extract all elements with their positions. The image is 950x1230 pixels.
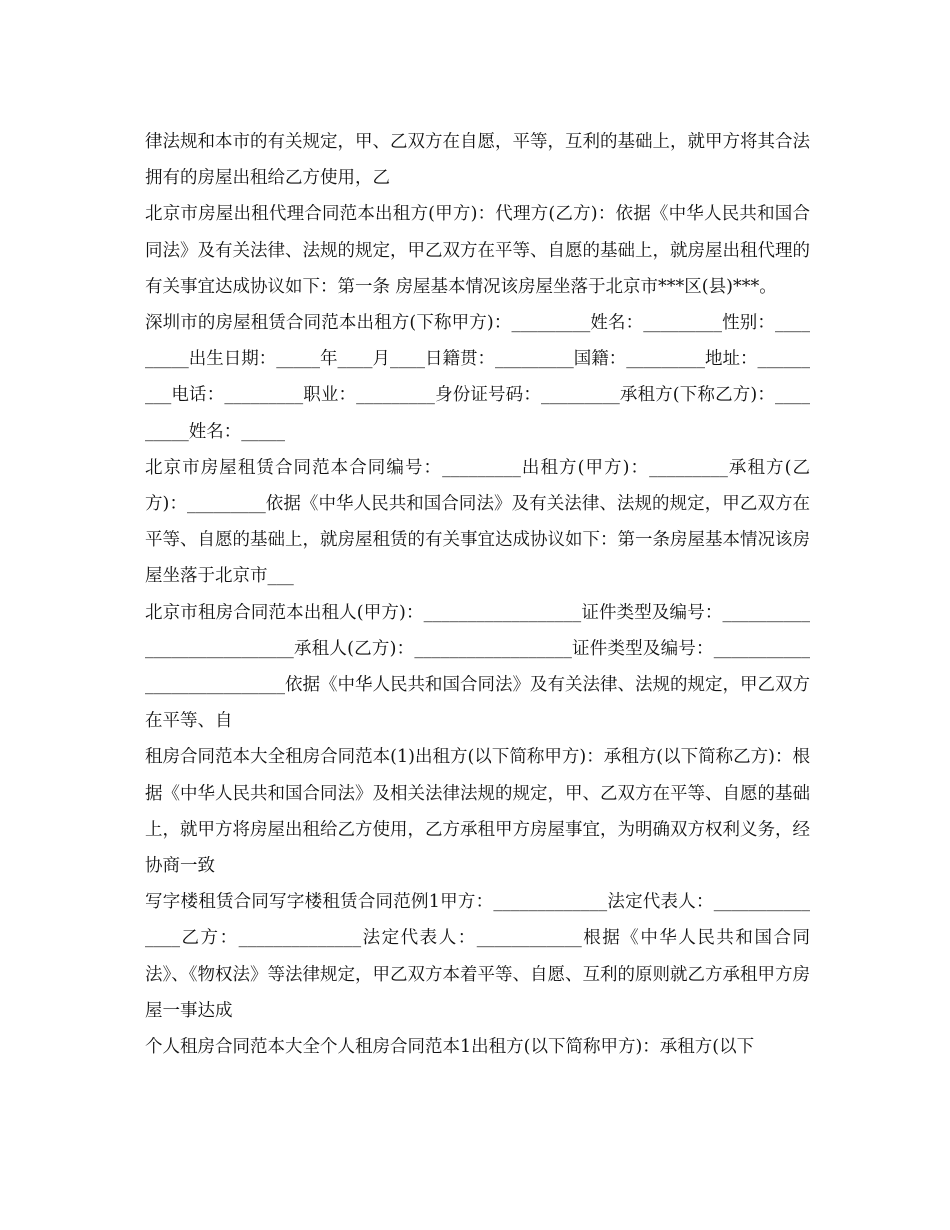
paragraph-beijing-rental-agency-contract: 北京市房屋出租代理合同范本出租方(甲方)：代理方(乙方)：依据《中华人民共和国合同法》及有关法律、法规的规定，甲乙双方在平等、自愿的基础上，就房屋出租代理的有关事宜达成协议如下：第一条 房屋基本情况该房屋坐落于北京市***区(县)***。 (145, 204, 810, 297)
paragraph-rental-regulation-fragment: 律法规和本市的有关规定，甲、乙双方在自愿，平等，互利的基础上，就甲方将其合法拥有的房屋出租给乙方使用，乙 (145, 132, 810, 189)
paragraph-shenzhen-lease-contract: 深圳市的房屋租赁合同范本出租方(下称甲方)：_________姓名：_________性别：_________出生日期：_____年____月____日籍贯：_________国籍：_________地址：_________电话：_________职业：_________身份证号码：_________承租方(下称乙方)：_________姓名：_____ (145, 313, 810, 442)
paragraph-beijing-lease-contract: 北京市房屋租赁合同范本合同编号：_________出租方(甲方)：_________承租方(乙方)：_________依据《中华人民共和国合同法》及有关法律、法规的规定，甲乙双方在平等、自愿的基础上，就房屋租赁的有关事宜达成协议如下：第一条房屋基本情况该房屋坐落于北京市___ (145, 457, 810, 587)
paragraph-personal-rent-contract: 个人租房合同范本大全个人租房合同范本1出租方(以下简称甲方)：承租方(以下 (145, 1037, 755, 1058)
paragraph-beijing-rent-contract: 北京市租房合同范本出租人(甲方)：__________________证件类型及编号：___________________________承租人(乙方)：__________________证件类型及编号：___________________________依据《中华人民共和国合同法》及有关法律、法规的规定，甲乙双方在平等、自 (145, 602, 810, 732)
paragraph-rent-contract-collection: 租房合同范本大全租房合同范本(1)出租方(以下简称甲方)：承租方(以下简称乙方)：根据《中华人民共和国合同法》及相关法律法规的规定，甲、乙双方在平等、自愿的基础上，就甲方将房屋出租给乙方使用，乙方承租甲方房屋事宜，为明确双方权利义务，经协商一致 (145, 747, 810, 877)
document-body (145, 124, 810, 1065)
paragraph-office-lease-contract: 写字楼租赁合同写字楼租赁合同范例1甲方：_____________法定代表人：_______________乙方：______________法定代表人：____________根据《中华人民共和国合同法》、《物权法》等法律规定，甲乙双方本着平等、自愿、互利的原则就乙方承租甲方房屋一事达成 (145, 892, 810, 1021)
